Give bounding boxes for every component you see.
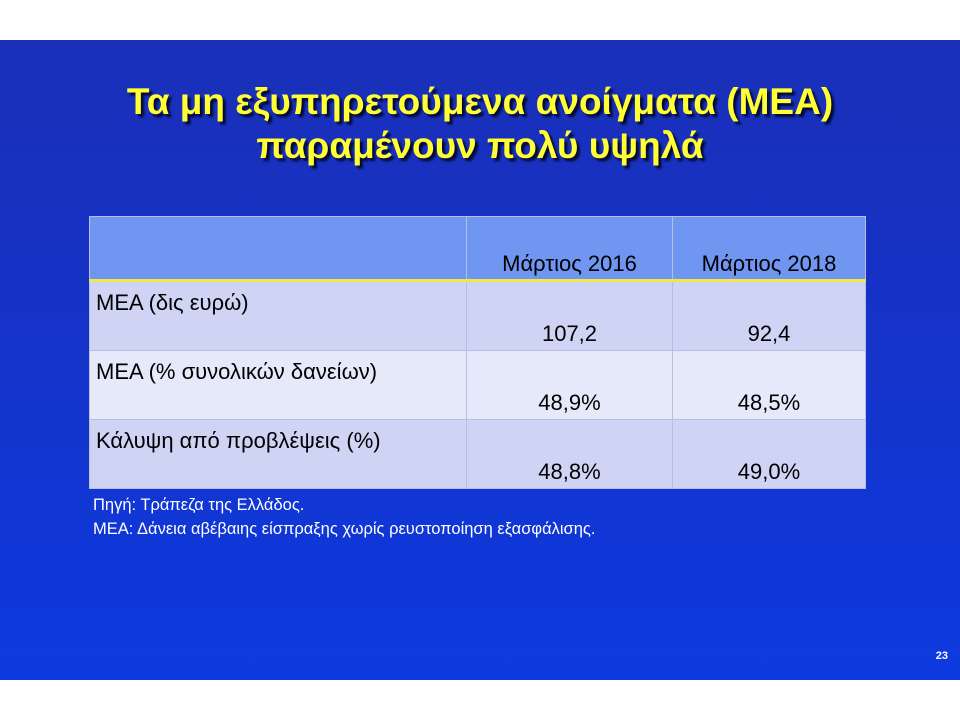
- row-label-npe-percent: ΜΕΑ (% συνολικών δανείων): [90, 351, 467, 420]
- npe-table: [89, 216, 866, 489]
- cell-coverage-2016: 48,8%: [467, 420, 673, 489]
- table-row: [90, 281, 866, 351]
- slide-title-line2: παραμένουν πολύ υψηλά: [256, 125, 704, 166]
- definition-note: ΜΕΑ: Δάνεια αβέβαιης είσπραξης χωρίς ρευστοποίηση εξασφάλισης.: [93, 520, 596, 538]
- row-label-coverage: Κάλυψη από προβλέψεις (%): [90, 420, 467, 489]
- table-header-empty: [90, 217, 467, 281]
- source-note: Πηγή: Τράπεζα της Ελλάδος.: [93, 496, 305, 514]
- page-number: 23: [935, 650, 948, 662]
- slide-title: [0, 80, 960, 168]
- cell-npe-billion-2016: 107,2: [467, 281, 673, 351]
- row-label-npe-billion: ΜΕΑ (δις ευρώ): [90, 281, 467, 351]
- cell-coverage-2018: 49,0%: [673, 420, 866, 489]
- slide-title-line1: Τα μη εξυπηρετούμενα ανοίγματα (ΜΕΑ): [126, 81, 834, 122]
- table-header-march-2018: Μάρτιος 2018: [673, 217, 866, 281]
- table-header-row: [90, 217, 866, 281]
- cell-npe-percent-2016: 48,9%: [467, 351, 673, 420]
- cell-npe-percent-2018: 48,5%: [673, 351, 866, 420]
- slide: [0, 40, 960, 680]
- table-header-march-2016: Μάρτιος 2016: [467, 217, 673, 281]
- footnotes: [93, 493, 595, 541]
- table-row: [90, 420, 866, 489]
- cell-npe-billion-2018: 92,4: [673, 281, 866, 351]
- table-row: [90, 351, 866, 420]
